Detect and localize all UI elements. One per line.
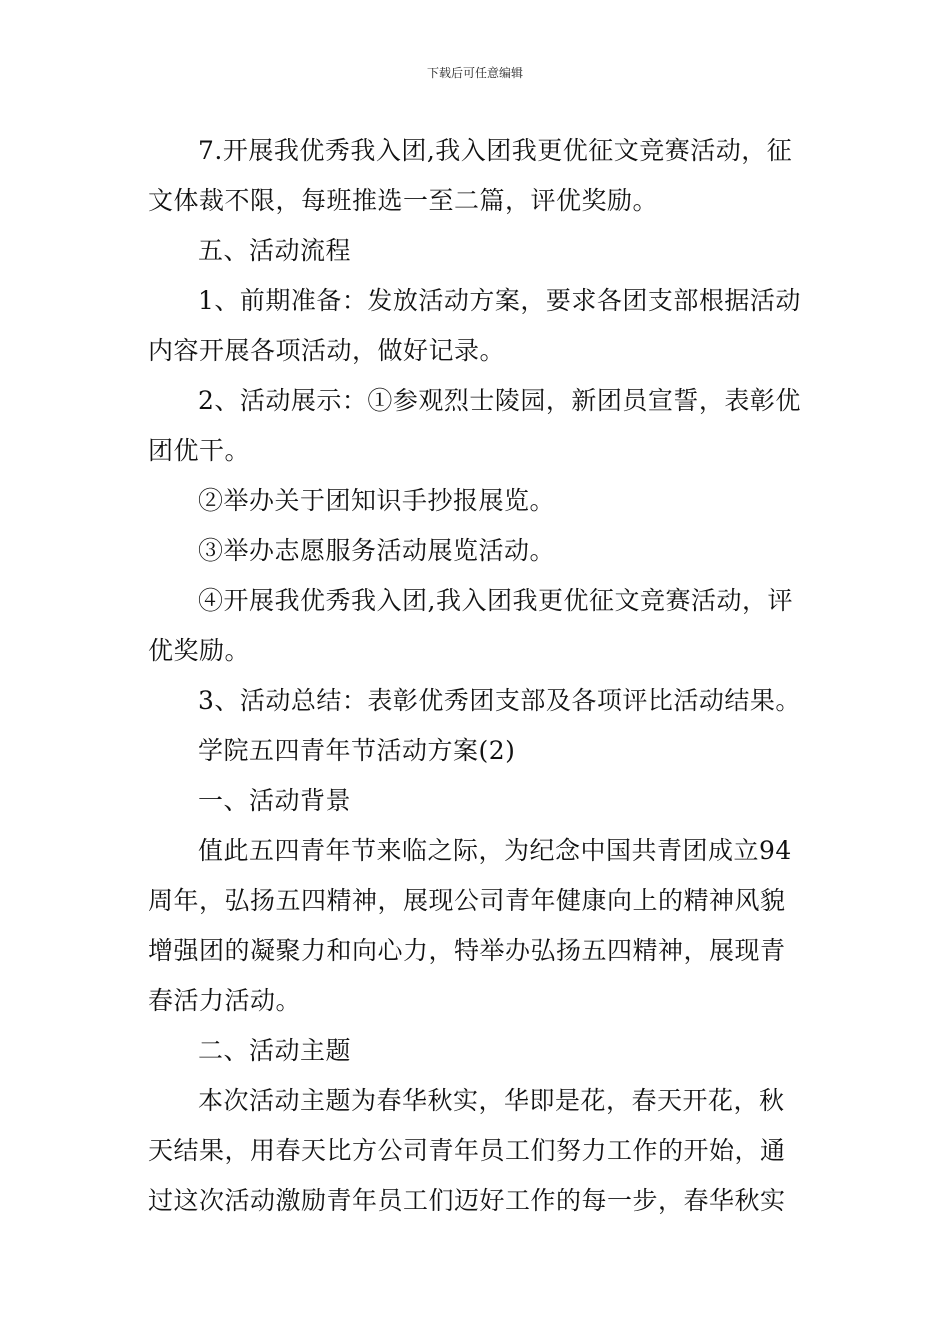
paragraph-volunteer-exhibit: ③举办志愿服务活动展览活动。 [198, 536, 556, 565]
heading-background: 一、活动背景 [198, 786, 352, 815]
heading-activity-process: 五、活动流程 [198, 236, 352, 265]
document-body [148, 126, 808, 1226]
section-title-plan-2: 学院五四青年节活动方案(2) [198, 736, 516, 765]
paragraph-handwritten-exhibit: ②举办关于团知识手抄报展览。 [198, 486, 556, 515]
paragraph-showcase: 2、活动展示：①参观烈士陵园，新团员宣誓，表彰优团优干。 [148, 386, 801, 465]
page-header: 下载后可任意编辑 [426, 66, 523, 80]
paragraph-preparation: 1、前期准备：发放活动方案，要求各团支部根据活动内容开展各项活动，做好记录。 [148, 286, 801, 365]
heading-theme: 二、活动主题 [198, 1036, 352, 1065]
paragraph-theme: 本次活动主题为春华秋实，华即是花，春天开花，秋天结果，用春天比方公司青年员工们努力工作的开始，通过这次活动激励青年员工们迈好工作的每一步，春华秋实 [148, 1086, 786, 1215]
paragraph-essay-award: ④开展我优秀我入团,我入团我更优征文竞赛活动，评优奖励。 [148, 586, 793, 665]
paragraph-background: 值此五四青年节来临之际，为纪念中国共青团成立94周年，弘扬五四精神，展现公司青年健康向上的精神风貌增强团的凝聚力和向心力，特举办弘扬五四精神，展现青春活力活动。 [148, 836, 792, 1015]
paragraph-summary: 3、活动总结：表彰优秀团支部及各项评比活动结果。 [198, 686, 801, 715]
paragraph-essay-contest: 7.开展我优秀我入团,我入团我更优征文竞赛活动，征文体裁不限，每班推选一至二篇，评优奖励。 [148, 136, 793, 215]
